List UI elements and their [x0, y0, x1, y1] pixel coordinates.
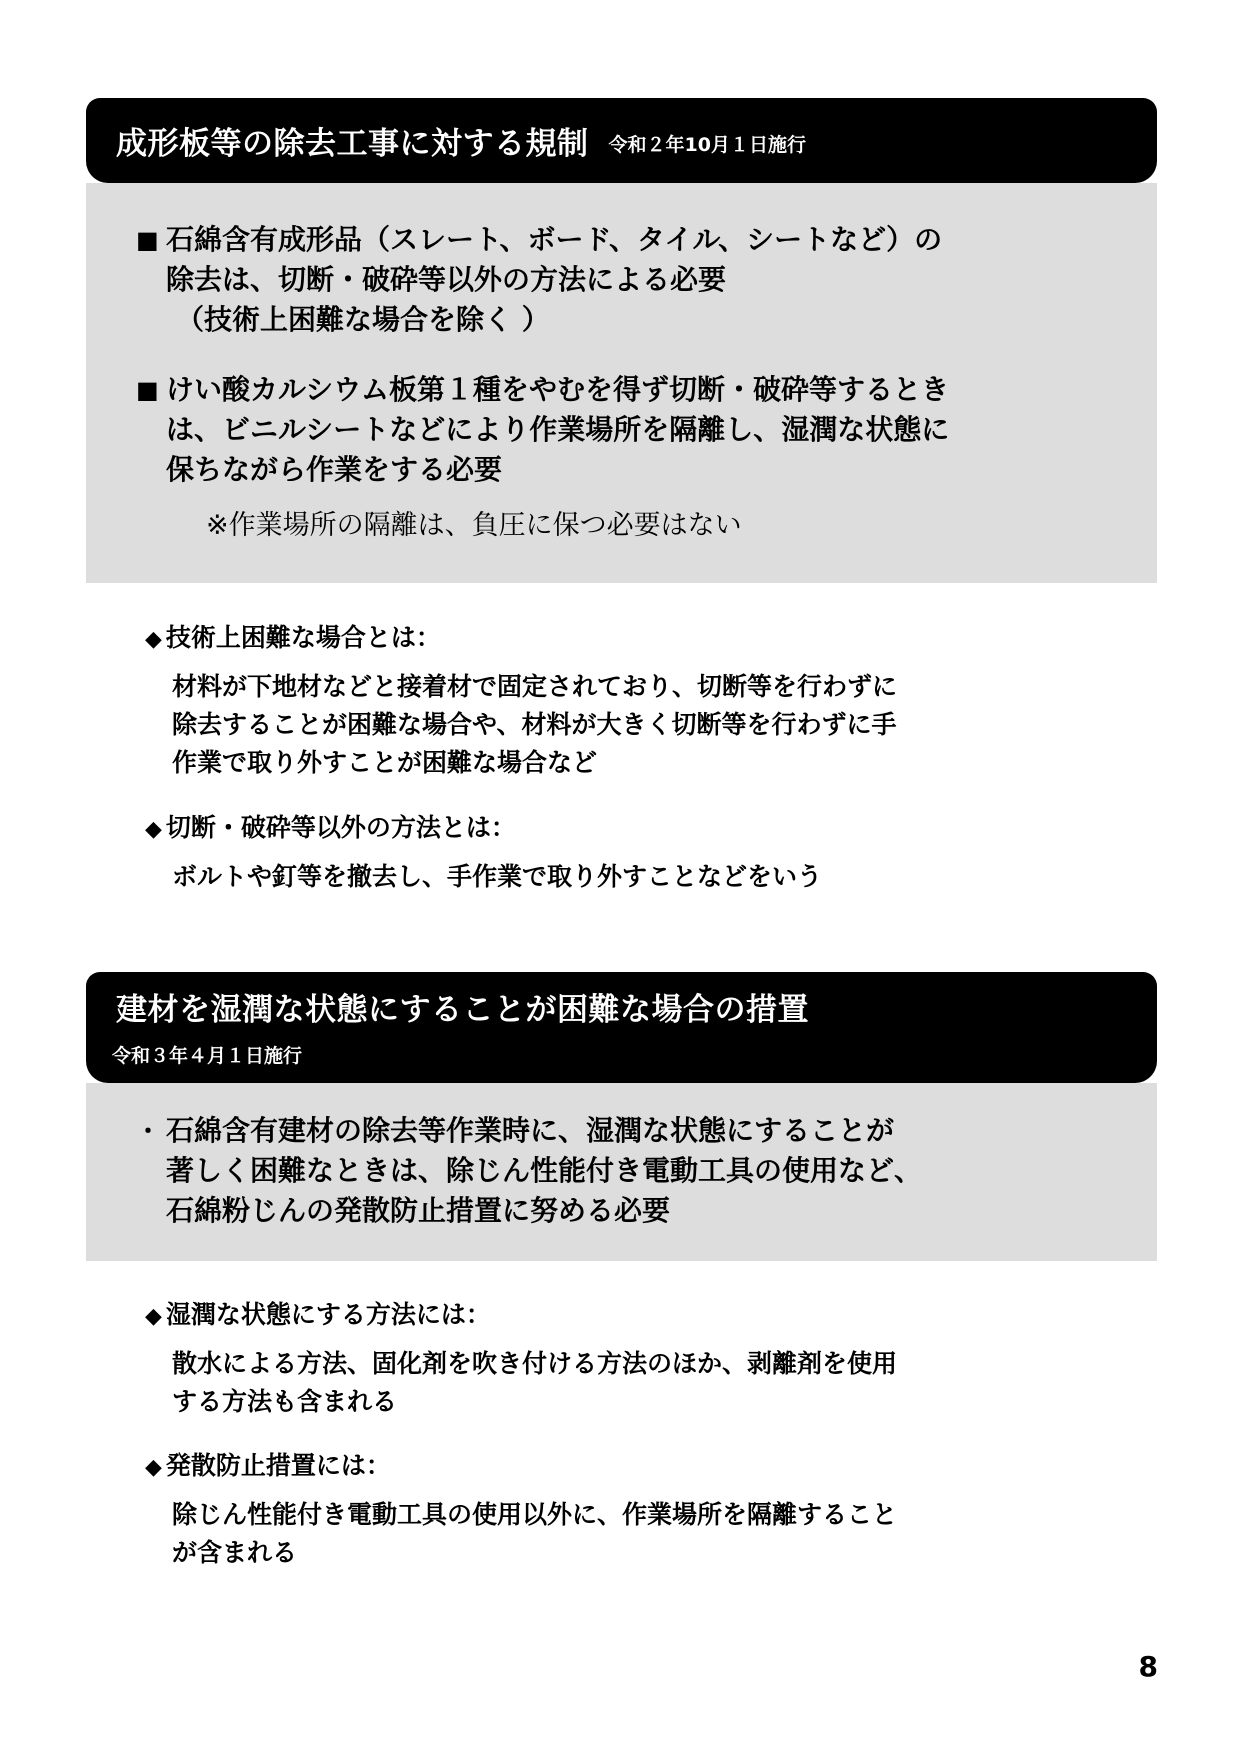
section1-item-2-line-1: けい酸カルシウム板第１種をやむを得ず切断・破砕等するとき [166, 373, 950, 406]
dot-bullet-icon: ・ [136, 1117, 160, 1145]
section2-date: 令和３年４月１日施行 [112, 1045, 303, 1067]
topic-heading [145, 1297, 1145, 1335]
topic-non-cutting-methods [145, 810, 1145, 896]
topic-heading [145, 620, 1145, 658]
section2-item-1-line-1: 石綿含有建材の除去等作業時に、湿潤な状態にすることが [166, 1114, 895, 1147]
section1-item-1 [136, 220, 1117, 340]
section2-item-1 [136, 1111, 1117, 1231]
topic-body [145, 668, 1145, 782]
topic-heading-text: 湿潤な状態にする方法には： [165, 1300, 491, 1329]
topic-body-line: 作業で取り外すことが困難な場合など [172, 748, 598, 777]
section1-item-2 [136, 370, 1117, 490]
topic-heading [145, 1448, 1145, 1486]
topic-body-line: 散水による方法、固化剤を吹き付ける方法のほか、剥離剤を使用 [172, 1349, 898, 1378]
topic-body-line: 材料が下地材などと接着材で固定されており、切断等を行わずに [172, 672, 898, 701]
section1-content-box [86, 183, 1157, 583]
section1-item-2-line-2: は、ビニルシートなどにより作業場所を隔離し、湿潤な状態に [166, 413, 950, 446]
topic-heading-text: 技術上困難な場合とは： [165, 623, 441, 652]
diamond-bullet-icon: ◆ [145, 817, 162, 842]
diamond-bullet-icon: ◆ [145, 1304, 162, 1329]
topic-body [145, 1496, 1145, 1572]
topic-technical-difficulty [145, 620, 1145, 782]
square-bullet-icon: ■ [136, 376, 159, 404]
topic-body-line: 除じん性能付き電動工具の使用以外に、作業場所を隔離すること [172, 1500, 898, 1529]
topic-heading-text: 発散防止措置には： [165, 1451, 391, 1480]
diamond-bullet-icon: ◆ [145, 1455, 162, 1480]
page-number: 8 [1138, 1650, 1158, 1683]
square-bullet-icon: ■ [136, 226, 159, 254]
section1-header [86, 98, 1157, 183]
section1-date: 令和２年10月１日施行 [608, 134, 806, 156]
topic-dispersion-prevention [145, 1448, 1145, 1572]
topic-wetting-methods [145, 1297, 1145, 1421]
topic-body [145, 858, 1145, 896]
section1-item-2-line-3: 保ちながら作業をする必要 [166, 453, 503, 486]
section1-item-1-line-2: 除去は、切断・破砕等以外の方法による必要 [166, 263, 727, 296]
topic-heading [145, 810, 1145, 848]
section2-header [86, 972, 1157, 1083]
topic-body-line: が含まれる [172, 1538, 298, 1567]
topic-body-line: ボルトや釘等を撤去し、手作業で取り外すことなどをいう [172, 862, 823, 891]
topic-body-line: する方法も含まれる [172, 1387, 398, 1416]
section2-title: 建材を湿潤な状態にすることが困難な場合の措置 [116, 992, 809, 1028]
section1-title: 成形板等の除去工事に対する規制 [116, 126, 589, 162]
topic-body-line: 除去することが困難な場合や、材料が大きく切断等を行わずに手 [172, 710, 897, 739]
section2-item-1-line-2: 著しく困難なときは、除じん性能付き電動工具の使用など、 [166, 1154, 923, 1187]
section2-item-1-line-3: 石綿粉じんの発散防止措置に努める必要 [166, 1194, 671, 1227]
topic-heading-text: 切断・破砕等以外の方法とは： [165, 813, 516, 842]
section1-item-1-line-3: （技術上困難な場合を除く ） [176, 303, 550, 336]
section1-note: ※作業場所の隔離は、負圧に保つ必要はない [206, 510, 742, 541]
topic-body [145, 1345, 1145, 1421]
diamond-bullet-icon: ◆ [145, 627, 162, 652]
section2-content-box [86, 1083, 1157, 1261]
section1-item-1-line-1: 石綿含有成形品（スレート、ボード、タイル、シートなど）の [166, 223, 943, 256]
